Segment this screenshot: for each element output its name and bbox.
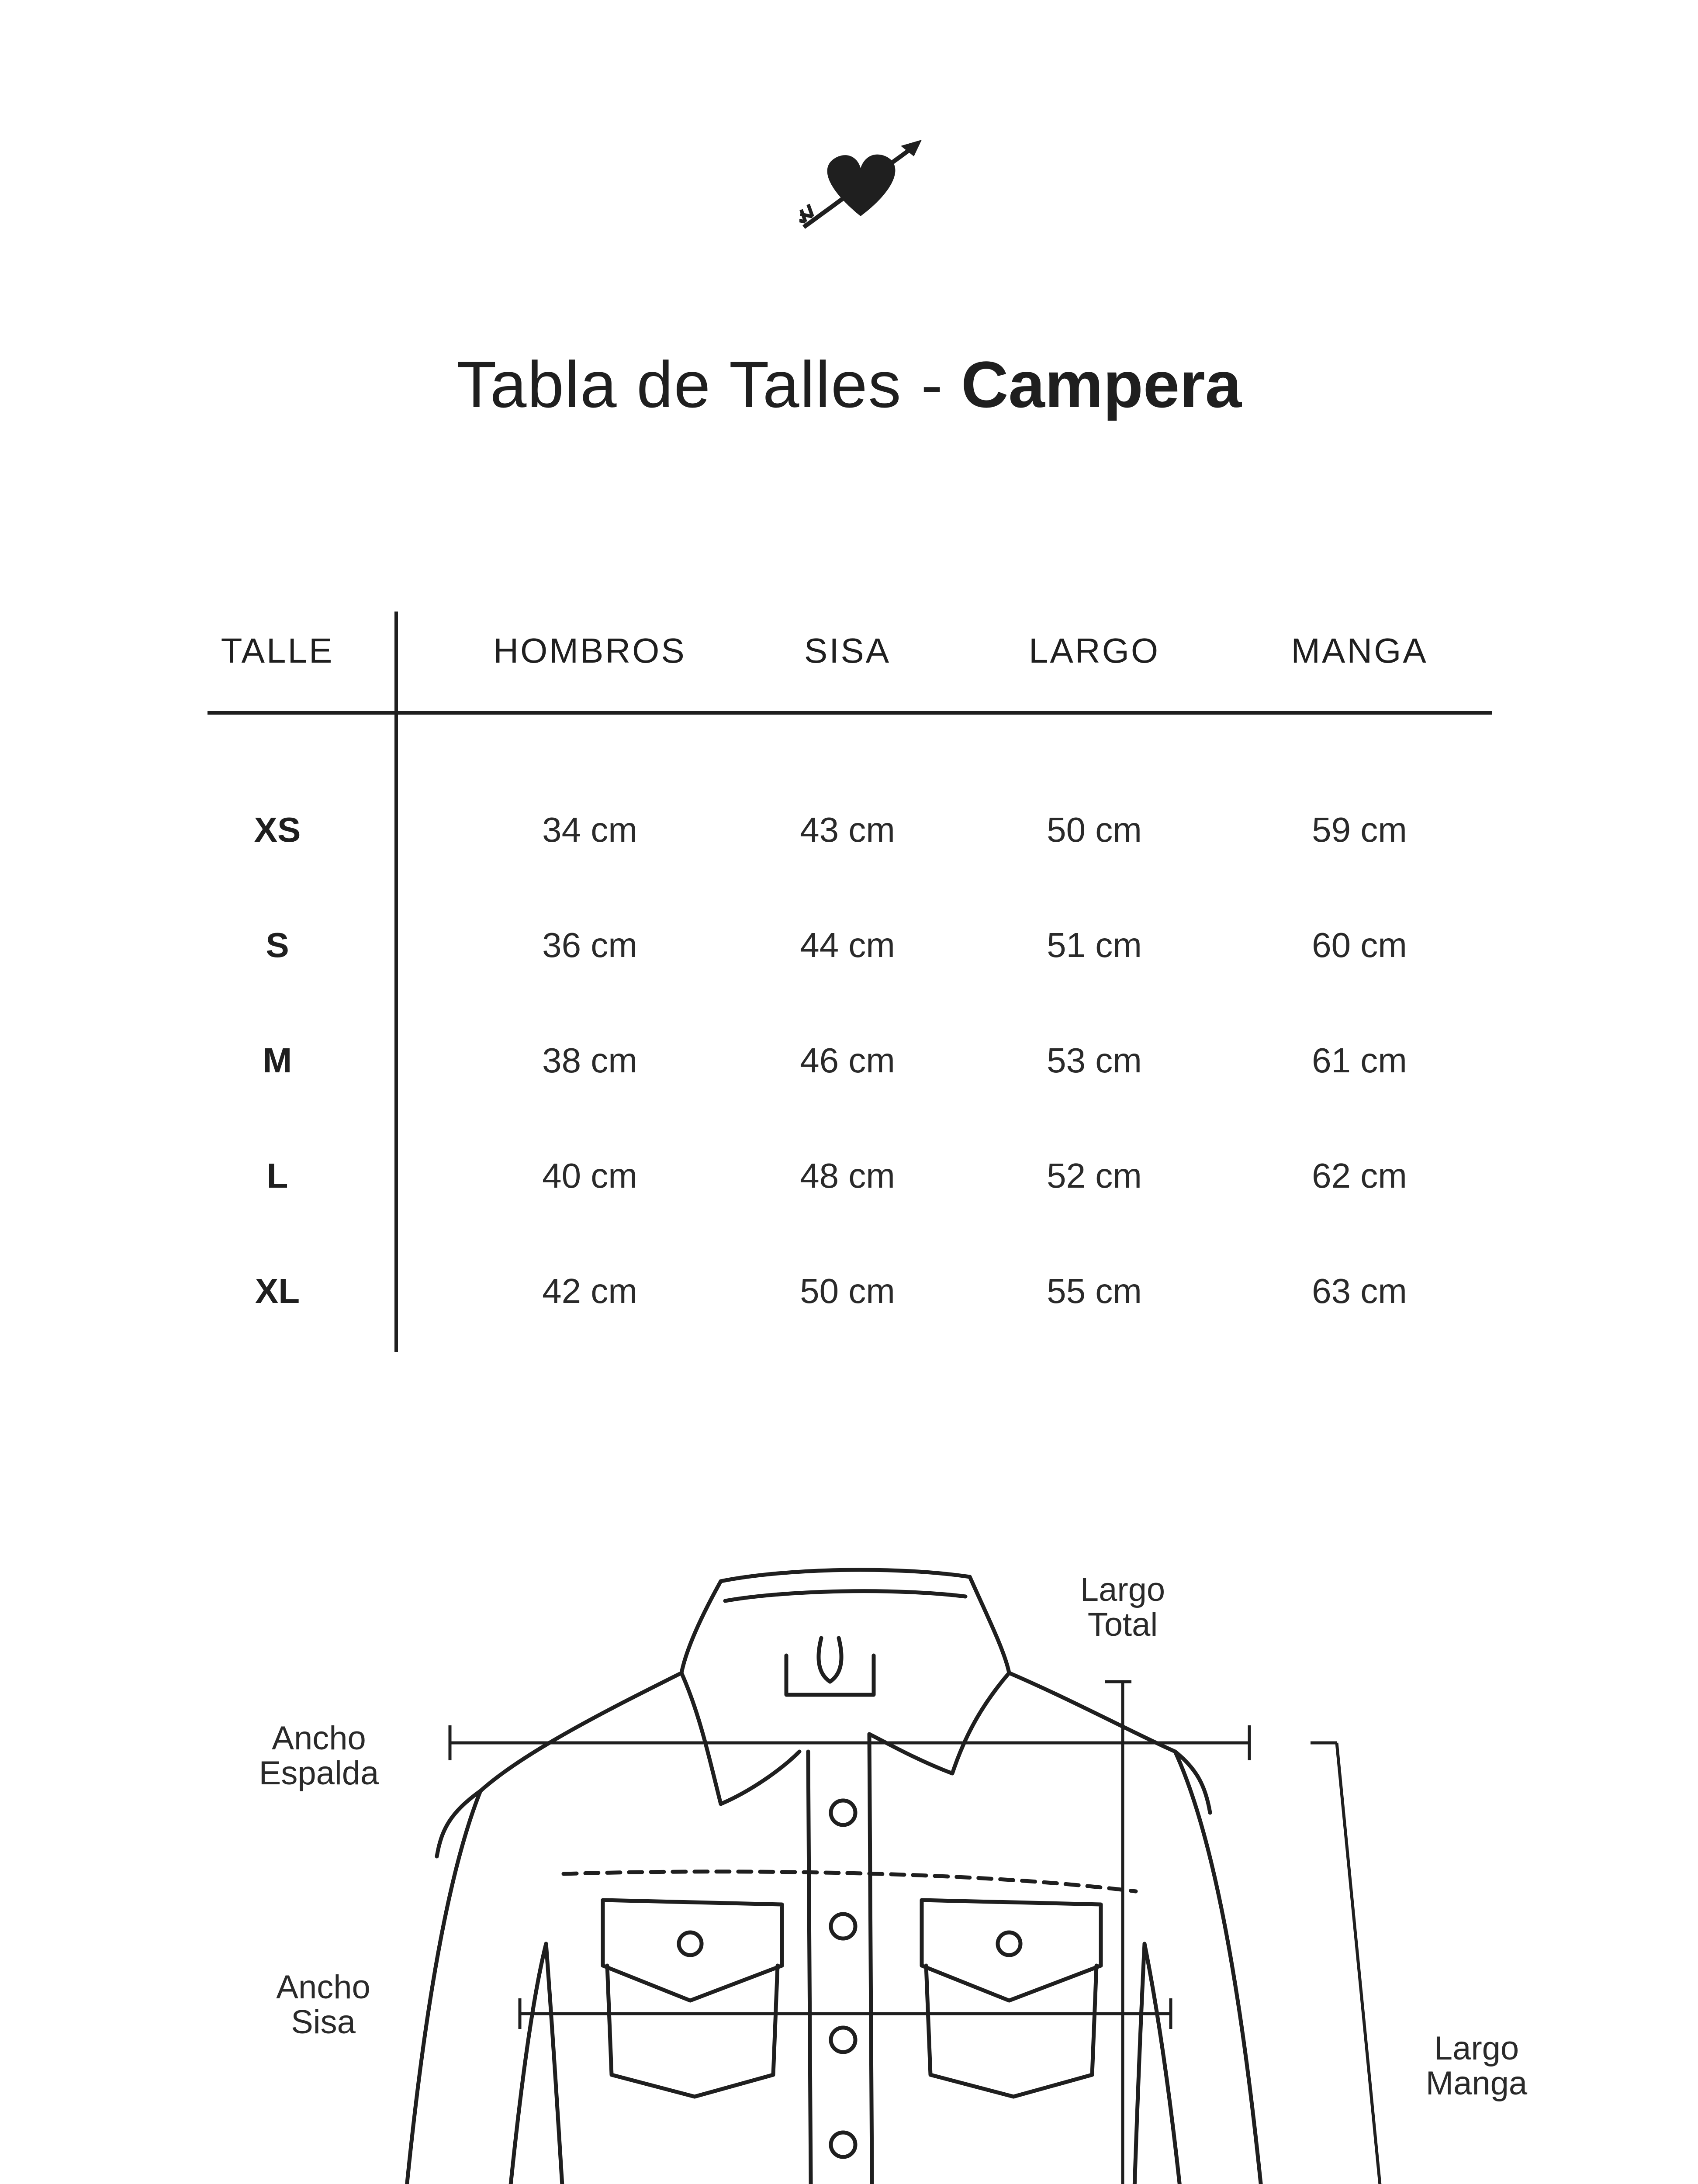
label-ancho-espalda-1: Ancho xyxy=(272,1720,366,1757)
cell-largo: 51 cm xyxy=(1047,926,1142,964)
header-manga: MANGA xyxy=(1291,631,1428,670)
cell-hombros: 36 cm xyxy=(542,926,637,964)
cell-sisa: 46 cm xyxy=(800,1041,895,1080)
cell-sisa: 48 cm xyxy=(800,1156,895,1195)
label-largo-total-1: Largo xyxy=(1080,1571,1165,1608)
column-divider xyxy=(394,612,398,1352)
label-ancho-sisa-2: Sisa xyxy=(291,2004,356,2041)
cell-largo: 53 cm xyxy=(1047,1041,1142,1080)
cell-hombros: 42 cm xyxy=(542,1272,637,1310)
cell-manga: 61 cm xyxy=(1312,1041,1407,1080)
title-bold: Campera xyxy=(961,348,1242,421)
cell-manga: 60 cm xyxy=(1312,926,1407,964)
row-size-label: M xyxy=(263,1041,292,1080)
cell-largo: 55 cm xyxy=(1047,1272,1142,1310)
row-size-label: L xyxy=(266,1156,288,1195)
cell-manga: 63 cm xyxy=(1312,1272,1407,1310)
jacket-measurement-diagram xyxy=(0,1507,1698,2184)
row-size-label: XL xyxy=(255,1272,300,1310)
cell-sisa: 50 cm xyxy=(800,1272,895,1310)
cell-hombros: 40 cm xyxy=(542,1156,637,1195)
cell-manga: 59 cm xyxy=(1312,810,1407,849)
cell-sisa: 43 cm xyxy=(800,810,895,849)
cell-hombros: 34 cm xyxy=(542,810,637,849)
cell-hombros: 38 cm xyxy=(542,1041,637,1080)
title-light: Tabla de Talles - xyxy=(456,348,944,421)
row-size-label: S xyxy=(266,926,289,964)
label-ancho-sisa-1: Ancho xyxy=(276,1969,370,2006)
label-largo-total-2: Total xyxy=(1087,1606,1158,1643)
cell-manga: 62 cm xyxy=(1312,1156,1407,1195)
label-largo-manga-2: Manga xyxy=(1425,2065,1528,2102)
header-sisa: SISA xyxy=(804,631,891,670)
cell-largo: 50 cm xyxy=(1047,810,1142,849)
label-ancho-espalda-2: Espalda xyxy=(259,1755,379,1792)
cell-sisa: 44 cm xyxy=(800,926,895,964)
cell-largo: 52 cm xyxy=(1047,1156,1142,1195)
row-size-label: XS xyxy=(254,810,301,849)
header-hombros: HOMBROS xyxy=(493,631,686,670)
header-largo: LARGO xyxy=(1028,631,1160,670)
header-divider xyxy=(207,711,1492,715)
header-talle: TALLE xyxy=(221,631,334,670)
label-largo-manga-1: Largo xyxy=(1434,2030,1519,2067)
